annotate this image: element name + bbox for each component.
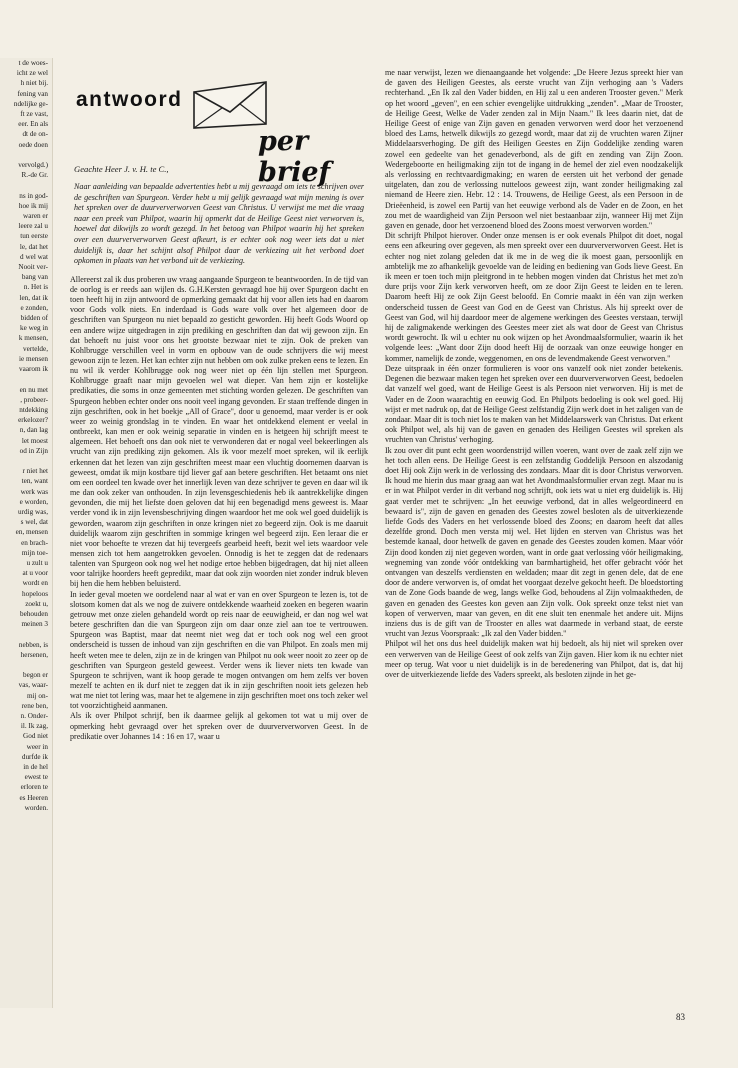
body-paragraph: Ik zou over dit punt echt geen woordenstrijd willen voeren, want over de zaak zelf zijn we het toch allen eens. De Heilige Geest is een zelfstandig Goddelijk Persoon en alszodanig doet Hij ook Zijn werk in de verlossing des zondaars. Maar dit is door Christus verworven. Ik houd me hierin dus maar graag aan wat het Avondmaalsformulier ervan zegt. Maar nu is er in wat Philpot verder in dit verband nog schrijft, ook iets wat u niet erg duidelijk is. Hij gaat verder met te schrijven: „In het eeuwige verbond, dat in alles welgeordineerd en bewaard is", zijn de gaven en genaden des Geestes zowel besloten als de uitverkiezende liefde Gods des Vaders en het verlossende bloed des Zoons; en daarom heeft dat alles dezelfde grond. Doch men versta mij wel. Het lijden en sterven van Christus was het bestemde kanaal, door hetwelk de gaven en genade des Geestes zouden komen. Maar vóór Zijn dood konden zij niet gegeven worden, want in orde gaat verlossing vóór heiligmaking, wegneming van zonde vóór ontdekking van barmhartigheid, het offer gebracht vóór het ontvangen van deszelfs verdiensten en weldaden; maar dit zegt in genen dele, dat de ene door de andere verworven is, of omdat het voorgaat dezelve gekocht heeft. De bloedstorting van de Zone Gods baande de weg, langs welke God, behoudens al Zijn volmaaktheden, de gaven en genaden des Geestes kon geven aan Zijn volk. Ook spreekt onze tekst niet van kopen of verwerven, maar van geven, en dit ene sluit ten enenmale het andere uit. Mijns inziens dus is de gift van de Trooster en alles wat daarmede in verband staat, de eerste vrucht van Jezus Voorspraak: „Ik zal den Vader bidden."	[385, 445, 683, 639]
previous-page-line: werk was	[20, 487, 48, 496]
previous-page-line: d wel wat	[20, 252, 48, 261]
body-paragraph: Als ik over Philpot schrijf, ben ik daarmee gelijk al gekomen tot wat u mij over de opmerking hebt gevraagd over het spreken over de duurververworven Geest. In de predikatie over Johannes 14 : 16 en 17, waar u	[70, 711, 368, 741]
previous-page-line: ndelijke ge-	[13, 99, 48, 108]
previous-page-line: God niet	[23, 732, 48, 741]
previous-page-line	[0, 180, 52, 190]
previous-page-line: meinen 3	[21, 620, 48, 629]
previous-page-line: es Heeren	[19, 793, 48, 802]
previous-page-line: Nooit ver-	[18, 263, 48, 272]
previous-page-line: weer in	[26, 742, 48, 751]
previous-page-line: h niet bij.	[20, 79, 48, 88]
previous-page-line: ns in god-	[19, 191, 48, 200]
body-paragraph: Deze uitspraak in één onzer formulieren is voor ons vanzelf ook niet zonder betekenis. Degenen die bezwaar maken tegen het spreken over een duurververworven Geest, bedoelen dat vanzelf wel goed, want de Heilige Geest is als Persoon niet verworven. Hij is met de Vader en de Zoon waarachtig en eeuwig God. En Philpots bedoeling is ook wel goed. Hij wijst er met nadruk op, dat de Heilige Geest zelfstandig Zijn werk doet in het zaligen van de zondaar. Maar dit is toch niet los te maken van het Middelaarswerk van Christus. Dat erkent ook Philpot wel, als hij van de gaven en genaden des Heiligen Geestes wil spreken als vruchten van Christus' verhoging.	[385, 363, 683, 445]
previous-page-line: wordt en	[22, 579, 48, 588]
previous-page-line: n, dan lag	[19, 426, 48, 435]
previous-page-line: R.-de Gr.	[21, 171, 48, 180]
previous-page-line	[0, 150, 52, 160]
previous-page-line: k mensen,	[18, 334, 48, 343]
body-paragraph: Dit schrijft Philpot hierover. Onder onze mensen is er ook evenals Philpot dit doet, nogal eens een afkeuring over gegeven, als men spreekt over een duurververworven Geest. Het is echter nog niet zolang geleden dat ik me in de weg die ik moest gaan, persoonlijk en ambtelijk me zo afhankelijk gevoelde van de leiding en bediening van Gods lieve Geest. En ik meen er toen toch mijn pleitgrond in te hebben mogen vinden dat Christus het met zo'n dure prijs voor Zijn kerk verworven heeft, om ze door Zijn Geest te leiden en te leren. Daarom heeft Hij ze ook Zijn Geest beloofd. En Comrie maakt in één van zijn werken onderscheid tussen de Geest van God en de Geest van Christus. Als hij spreekt over de Geest van God, wil hij daardoor meer de algemene werkingen des Geestes verstaan, terwijl hij de zaligmakende werkingen des Geestes meer ziet als wat door de Geest van Christus wordt gewrocht. Ik wil u echter nu ook wijzen op het Avondmaalsformulier, waarin ik het volgende lees: „Want door Zijn dood heeft Hij de oorzaak van onze eeuwige honger en kommer, namelijk de zonde, weggenomen, en ons de levendmakende Geest verworven."	[385, 231, 683, 363]
previous-page-line: e worden,	[19, 497, 48, 506]
previous-page-line: en, mensen	[15, 528, 48, 537]
previous-page-line: t de woes-	[18, 59, 48, 67]
previous-page-line: n. Onder-	[20, 712, 48, 720]
previous-page-line: ntdekking	[19, 405, 48, 414]
title-per-brief: per brief	[258, 126, 331, 188]
previous-page-line: bidden of	[20, 314, 48, 323]
previous-page-line: hopeloos	[22, 589, 48, 598]
previous-page-line: at u voor	[22, 569, 48, 578]
left-column	[70, 72, 368, 742]
right-body	[385, 68, 683, 680]
previous-page-line: s wel, dat	[20, 518, 48, 527]
previous-page-line: durfde ik	[21, 752, 48, 761]
body-paragraph: In ieder geval moeten we oordelend naar al wat er van en over Spurgeon te lezen is, tot de slotsom komen dat als we nog de zuivere ontdekkende waarheid zoeken en begeren waarin getrouw met onze zielen gehandeld wordt op reis naar de eeuwigheid, er dan nog wel wat betere geschriften dan die van Spurgeon zijn om daar onze ziel aan toe te vertrouwen. Spurgeon was Baptist, maar dat neemt niet weg dat er toch ook nog wel een groot onderscheid is tussen de inhoud van zijn geschriften en die van Philpot. En zoals men mij heeft weten mee te delen, zijn ze in de kringen van Philpot nu ook weer nooit zo zeer op de geschriften van Spurgeon gesteld geweest. Verder wens ik liever niets ten kwade van Spurgeon te schrijven, want ik hoop gerade te mogen ontvangen om hem zelfs ver boven mezelf te achten en ik durf niet te zeggen dat ik in zijn geschriften nooit iets gelezen heb wat me niet tot lering was, maar het te algemene in zijn geschriften moet ons toch zeker wel tot voorzichtigheid aanmanen.	[70, 589, 368, 711]
previous-page-line: vas, waar-	[18, 681, 48, 690]
previous-page-line: vaarom ik	[19, 365, 48, 374]
previous-page-line: e zonden,	[20, 303, 48, 312]
intro-paragraph: Naar aanleiding van bepaalde advertenties hebt u mij gevraagd om iets te schrijven over de geschriften van Spurgeon. Verder hebt u mij gelijk gevraagd wat mijn mening is over het spreken over de duurververworven Geest van Christus. U verwijst me met die vraag naar een preek van Philpot, waarin hij opmerkt dat de Heilige Geest niet verworven is, hoewel dat dikwijls zo wordt gezegd. In het betoog van Philpot waarin hij het spreken over een duurververworven Geest afkeurt, is er echter ook nog weer iets dat u niet duidelijk is, daar het schijnt alsof Philpot daar de verkiezing uit het verbond doet opkomen in plaats van het verbond uit de verkiezing.	[74, 182, 364, 266]
envelope-icon	[190, 78, 270, 130]
previous-page-line: urdig was,	[18, 507, 48, 516]
previous-page-line: vertelde,	[23, 344, 48, 353]
previous-page-line: ten, want	[21, 477, 48, 486]
previous-page-line: vervolgd.)	[18, 161, 48, 170]
body-paragraph: Allereerst zal ik dus proberen uw vraag aangaande Spurgeon te beantwoorden. In de tijd van de oorlog is er reeds aan wijlen ds. G.H.Kersten gevraagd hoe hij over Spurgeon dacht en toen heeft hij in zijn antwoord de opmerking gemaakt dat hij voor allen iets had en daarom voor Gods volk niets. En inderdaad is Gods ware volk over het algemeen door de geschriften van Spurgeon nu niet bepaald zo gesticht geworden. Hij heeft Gods Woord op een andere wijze uitgedragen in zijn prediking en geschriften dan dat wij gewoon zijn. En dat behoeft nu juist voor ons het grootste bezwaar niet te zijn. Ook de preken van Kohlbrugge verschillen veel in vorm en opbouw van de oude schrijvers die wij meest gewoon zijn te lezen. Het kan echter zijn nut hebben om ook zulke preken eens te lezen. En nu wil ik verder Kohlbrugge ook nog weer niet op één lijn stellen met Spurgeon. Kohlbrugge graaft naar mijn gevoelen wel wat dieper. Van hem zijn er kostelijke predikaties, die soms in onze gemeenten met stichting worden gelezen. De geschriften van Spurgeon hebben echter onder ons nooit veel ingang gevonden. Er staan treffende dingen in zijn geschriften, ook in het boekje „All of Grace", door u genoemd, maar verder is er ook weer zo weinig grondslag in te vinden. En waar het ontdekkend element er veelal in ontbreekt, kan men er ook weinig separatie in vinden en is hetgeen hij schrijft meest te algemeen. Het behoeft ons dan ook niet te verwonderen dat er nogal veel bekeerlingen als vrucht van zijn prediking zijn gekomen. Als ik voor mezelf moet spreken, wil ik eerlijk erkennen dat het lezen van zijn geschriften meest maar een vluchtig doornemen daarvan is geweest, omdat ik mijn kostbare tijd liever gaf aan betere geschriften. Het betaamt ons niet om een oordeel ten kwade over het innerlijk leven van deze schrijver te geven en daar wil ik me dan ook zeker van onthouden. In zijn levensgeschiedenis heb ik aantrekkelijke dingen gevonden, die mij het liefste doen geloven dat hij een begenadigd mens geweest is. Maar verder vond ik in zijn levensbeschrijving dingen waardoor het me ook wel goed duidelijk is geworden, waarom zijn geschriften in onze kringen niet zo begeerd zijn. Ook is me daaruit duidelijk waarom zijn geschriften in sommige kringen wel begeerd zijn. Een leraar die er niet voor behoefte te vrezen dat hij tevergeefs gearbeid heeft, bezit wel iets waardoor vele mensen zich tot hem aangetrokken gevoelen. Onnodig is het te zeggen dat de redenaars talenten van Spurgeon ook nog wel het nodige ertoe hebben bijgedragen, dat hij niet alleen voor talrijke hoorders heeft gepredikt, maar dat ook zijn woorden niet zonder indruk bleven bij hen die hem hebben beluisterd.	[70, 274, 368, 589]
previous-page-line: len, dat ik	[19, 293, 48, 302]
previous-page-line: oede doen	[18, 140, 48, 149]
previous-page-line: le, dat het	[19, 242, 48, 251]
previous-page-line: eer. En als	[18, 120, 48, 129]
previous-page-line: mijn toe-	[21, 548, 48, 557]
page-number: 83	[676, 1012, 685, 1022]
previous-page-line: erloren te	[20, 783, 48, 792]
previous-page-line: behouden	[20, 609, 48, 618]
right-column	[385, 68, 683, 680]
previous-page-line: begon er	[23, 671, 48, 680]
previous-page-line	[0, 374, 52, 384]
previous-page-line: leere zal u	[18, 222, 48, 231]
previous-page-strip	[0, 58, 53, 1008]
previous-page-line: icht ze wel	[16, 69, 48, 78]
previous-page-line: in de hel	[23, 763, 48, 772]
previous-page-line: ke weg in	[20, 324, 48, 333]
previous-page-line: od in Zijn	[19, 446, 48, 455]
previous-page-line: n. Het is	[23, 283, 48, 292]
previous-page-line: ewest te	[24, 773, 48, 782]
previous-page-line: , probeer-	[20, 395, 48, 404]
previous-page-line	[0, 660, 52, 670]
previous-page-line: il. Ik zag,	[20, 722, 48, 731]
body-paragraph: me naar verwijst, lezen we dienaangaande het volgende: „De Heere Jezus spreekt hier van de gaven des Heiligen Geestes, als eerste vrucht van Zijn verhoging aan 's Vaders rechterhand. „En Ik zal den Vader bidden, en Hij zal u een anderen Trooster geven." Merk op het woord „geven", en een schier evengelijke uitdrukking „zenden". „Maar de Trooster, de Heilige Geest, Welke de Vader zenden zal in Mijn Naam." Ik lees daarin niet, dat de Heilige Geest of enige van Zijn gaven en genaden verworven werd door het verzoenend bloed des Lams, hetwelk dikwijls zo gezegd wordt, maar dat zij de vruchten waren Zijner Middelaarsverhoging. De gift des Heiligen Geestes en Zijn Goddelijke zending waren zowel een gedeelte van het genadeverbond, als de gift en zending van Zijn Zoon. Wedergeboorte en heiligmaking zijn tot de ingang in de hemel der ziel even noodzakelijk als verlossing en rechtvaardigmaking; en waren de eersten uit het verbond der genade uitgelaten, dan zou de verlossing nutteloos geweest zijn, want zonder heiligmaking zal niemand de Heere zien. Hebr. 12 : 14. Trouwens, de Heilige Geest, als een Persoon in de Drieëenheid, is zowel een Partij van het eeuwige verbond als de Vader en de Zoon, en het zou met de waardigheid van Zijn Persoon wel niet bestaanbaar zijn, wanneer Hij met Zijn gaven en genade, door het verzoenend bloed des Zoons moest verworven worden."	[385, 68, 683, 231]
title-antwoord: antwoord	[76, 88, 183, 111]
previous-page-line: fening van	[17, 89, 48, 98]
previous-page-line: r niet het	[22, 467, 48, 476]
previous-page-line: en brach-	[21, 538, 48, 547]
previous-page-line: hersenen,	[20, 650, 48, 659]
previous-page-line: worden.	[24, 803, 48, 812]
previous-page-line: rene ben,	[21, 701, 48, 710]
previous-page-line: en nu met	[19, 385, 48, 394]
previous-page-line: tun eerste	[20, 232, 48, 241]
previous-page-line: bang van	[21, 273, 48, 282]
left-body	[70, 275, 368, 742]
previous-page-line: ie mensen	[19, 354, 48, 363]
previous-page-line	[0, 629, 52, 639]
previous-page-line	[0, 456, 52, 466]
previous-page-line: erkelozer?	[18, 416, 48, 425]
salutation: Geachte Heer J. v. H. te C.,	[74, 164, 169, 174]
previous-page-line: let moest	[21, 436, 48, 445]
previous-page-line: hoe ik mij	[18, 201, 48, 210]
previous-page-line: mij on-	[27, 691, 48, 700]
previous-page-line: zoekt u,	[25, 599, 48, 608]
body-paragraph: Philpot wil het ons dus heel duidelijk maken wat hij bedoelt, als hij niet wil spreken over een verwerven van de Heilige Geest of ook zelfs van Zijn gaven. Hier kom ik nu echter niet meer op terug. Wat voor u niet duidelijk is in de beredenering van Philpot, dat is, dat hij over de uitverkiezende liefde des Vaders spreekt, als besloten zijnde in het ge-	[385, 639, 683, 679]
previous-page-line: nebben, is	[18, 640, 48, 649]
previous-page-line: u zult u	[26, 558, 48, 567]
previous-page-line: waren er	[23, 212, 48, 221]
previous-page-line: dt de on-	[22, 130, 48, 139]
previous-page-line: ft ze vast,	[20, 110, 48, 119]
